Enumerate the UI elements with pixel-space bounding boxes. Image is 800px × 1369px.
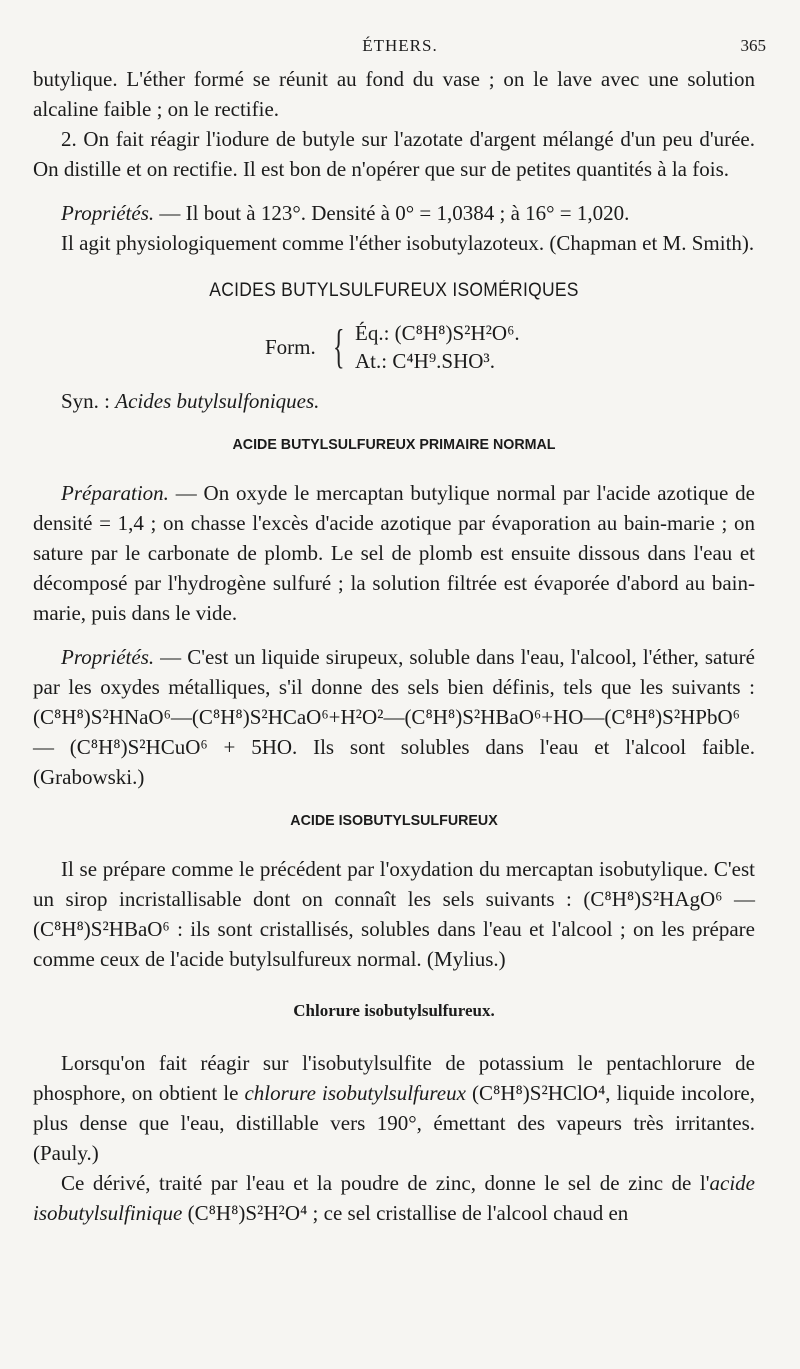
chlorure-text-a: Lorsqu'on fait réagir sur l'isobutylsulfite de potassium le pentachlorure de phosphore, on obtient le bbox=[33, 1051, 755, 1105]
paragraph-properties-2 bbox=[33, 642, 755, 792]
synonym-label: Syn. : bbox=[61, 389, 116, 413]
body-text bbox=[33, 64, 755, 1228]
formula-equivalent: Éq.: (C⁸H⁸)S²H²O⁶. bbox=[355, 321, 520, 345]
heading-chlorure: Chlorure isobutylsulfureux. bbox=[293, 1001, 495, 1020]
synonym-value: Acides butylsulfoniques. bbox=[115, 389, 320, 413]
chlorure-text-b: (C⁸H⁸)S²HClO⁴, liquide incolore, plus dense que l'eau, distillable vers 190°, émettant des vapeurs très irritantes. (Pauly.) bbox=[33, 1081, 756, 1165]
preparation-text: — On oxyde le mercaptan butylique normal par l'acide azotique de densité = 1,4 ; on chasse l'excès d'acide azotique par évaporation au bain-marie ; on sature par le carbonate de plomb. Le sel de plomb est ensuite dissous dans l'eau et décomposé par l'hydrogène sulfuré ; la solution filtrée est évaporée d'abord au bain-marie, puis dans le vide. bbox=[33, 481, 755, 625]
heading-primaire-normal: ACIDE BUTYLSULFUREUX PRIMAIRE NORMAL bbox=[232, 436, 556, 453]
synonym-line bbox=[33, 386, 755, 416]
properties-text: — Il bout à 123°. Densité à 0° = 1,0384 ; à 16° = 1,020. bbox=[154, 201, 630, 225]
paragraph-preparation bbox=[33, 478, 755, 628]
running-header bbox=[0, 28, 800, 55]
properties-2-text: — C'est un liquide sirupeux, soluble dans l'eau, l'alcool, l'éther, saturé par les oxydes métalliques, s'il donne des sels bien définis, tels que les suivants : (C⁸H⁸)S²HNaO⁶—(C⁸H⁸)S²HCaO⁶+H²O²—(C⁸H⁸)S²HBaO⁶+HO—(C⁸H⁸)S²HPbO⁶ — (C⁸H⁸)S²HCuO⁶ + 5HO. Ils sont solubles dans l'eau et l'alcool faible. (Grabowski.) bbox=[33, 645, 755, 789]
paragraph-method-2: 2. On fait réagir l'iodure de butyle sur l'azotate d'argent mélangé d'un peu d'urée. On distille et on rectifie. Il est bon de n'opérer que sur de petites quantités à la fois. bbox=[33, 127, 755, 181]
preparation-label: Préparation. bbox=[61, 481, 169, 505]
page-number: 365 bbox=[740, 36, 766, 55]
paragraph-isobutyl: Il se prépare comme le précédent par l'oxydation du mercaptan isobutylique. C'est un sirop incristallisable dont on connaît les sels suivants : (C⁸H⁸)S²HAgO⁶ — (C⁸H⁸)S²HBaO⁶ : ils sont cristallisés, solubles dans l'eau et l'alcool ; on les prépare comme ceux de l'acide butylsulfureux normal. (Mylius.) bbox=[33, 857, 755, 971]
derive-text-a: Ce dérivé, traité par l'eau et la poudre de zinc, donne le sel de zinc de l' bbox=[61, 1171, 710, 1195]
paragraph-chlorure-2 bbox=[33, 1168, 755, 1228]
heading-isobutylsulfureux: ACIDE ISOBUTYLSULFUREUX bbox=[290, 812, 498, 829]
paragraph-continued: butylique. L'éther formé se réunit au fond du vase ; on le lave avec une solution alcaline faible ; on le rectifie. bbox=[33, 67, 755, 121]
properties-2-label: Propriétés. bbox=[61, 645, 155, 669]
chlorure-term: chlorure isobutylsulfureux bbox=[244, 1081, 466, 1105]
properties-label: Propriétés. bbox=[61, 201, 155, 225]
derive-term: acide isobutylsulfinique bbox=[33, 1171, 755, 1225]
header-title: ÉTHERS. bbox=[362, 36, 438, 55]
formula-atomic: At.: C⁴H⁹.SHO³. bbox=[355, 349, 495, 373]
paragraph-chlorure-1 bbox=[33, 1048, 755, 1168]
formula-label: Form. bbox=[265, 335, 316, 359]
paragraph-physiology: Il agit physiologiquement comme l'éther isobutylazoteux. (Chapman et M. Smith). bbox=[61, 231, 755, 255]
heading-acides-butylsulfureux: ACIDES BUTYLSULFUREUX ISOMÉRIQUES bbox=[209, 280, 579, 301]
formula-block bbox=[33, 318, 755, 378]
brace-symbol: { bbox=[333, 320, 345, 373]
derive-text-b: (C⁸H⁸)S²H²O⁴ ; ce sel cristallise de l'alcool chaud en bbox=[182, 1201, 629, 1225]
paragraph-properties bbox=[33, 198, 755, 228]
